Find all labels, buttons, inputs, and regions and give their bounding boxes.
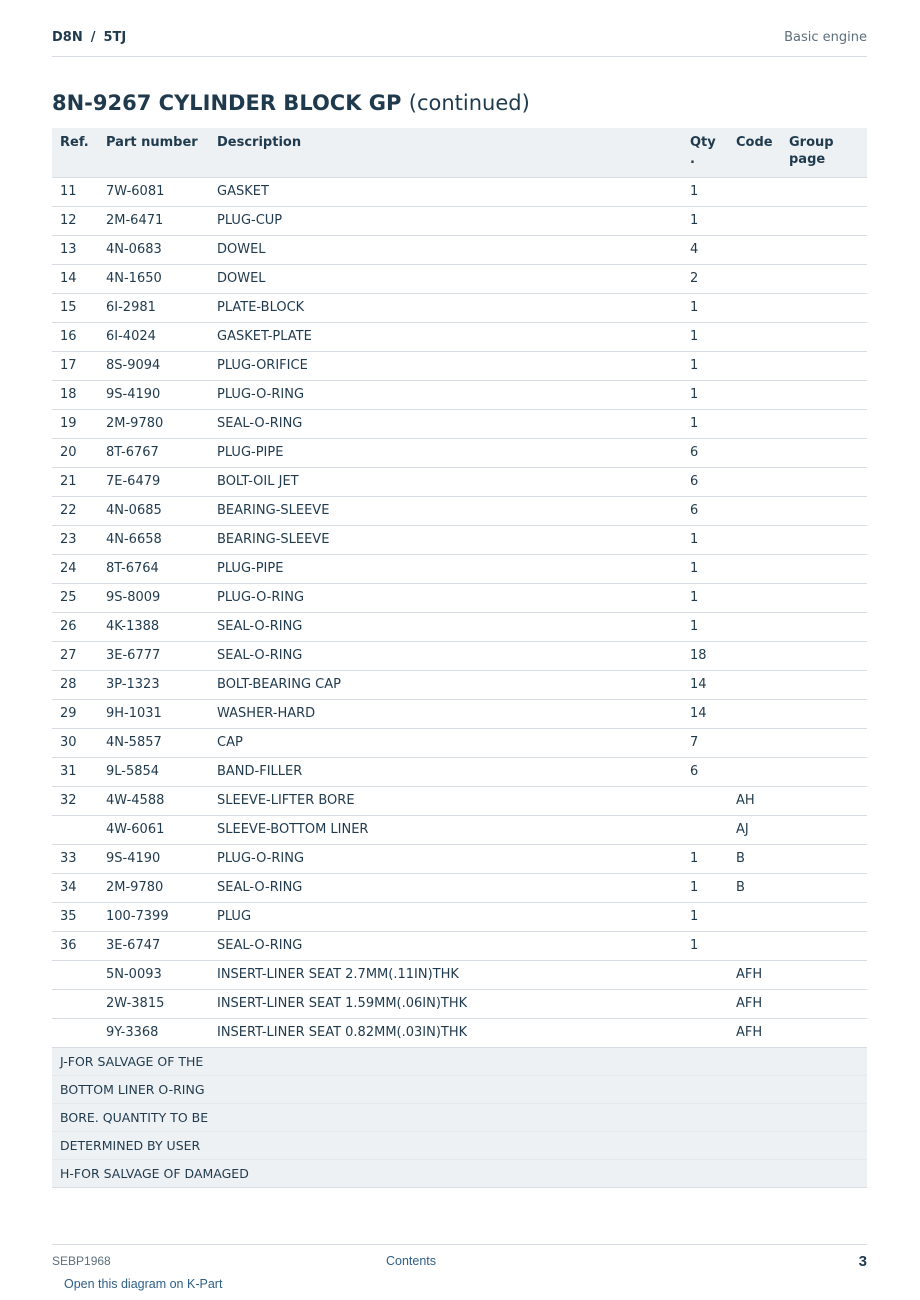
description-cell: PLUG-O-RING	[209, 583, 682, 612]
description-cell: INSERT-LINER SEAT 2.7MM(.11IN)THK	[209, 960, 682, 989]
code-cell	[728, 931, 781, 960]
group-page-cell	[781, 844, 867, 873]
ref-cell: 25	[52, 583, 98, 612]
code-cell: AJ	[728, 815, 781, 844]
ref-cell	[52, 815, 98, 844]
table-row	[52, 438, 867, 467]
part-number-cell: 4W-6061	[98, 815, 209, 844]
description-cell: SEAL-O-RING	[209, 931, 682, 960]
table-row	[52, 989, 867, 1018]
table-row	[52, 409, 867, 438]
ref-cell: 32	[52, 786, 98, 815]
qty-cell: 1	[682, 844, 728, 873]
code-cell	[728, 525, 781, 554]
table-row	[52, 728, 867, 757]
open-kpart-link[interactable]: Open this diagram on K-Part	[64, 1277, 223, 1291]
group-page-cell	[781, 235, 867, 264]
code-cell	[728, 467, 781, 496]
breadcrumb-model: D8N	[52, 30, 83, 45]
part-number-cell: 3E-6747	[98, 931, 209, 960]
note-text: BOTTOM LINER O-RING	[52, 1075, 867, 1103]
code-cell: B	[728, 844, 781, 873]
table-row	[52, 525, 867, 554]
table-row	[52, 583, 867, 612]
ref-cell: 34	[52, 873, 98, 902]
part-number-cell: 4N-6658	[98, 525, 209, 554]
description-cell: CAP	[209, 728, 682, 757]
table-row	[52, 844, 867, 873]
code-cell	[728, 380, 781, 409]
part-number-cell: 4N-5857	[98, 728, 209, 757]
description-cell: INSERT-LINER SEAT 1.59MM(.06IN)THK	[209, 989, 682, 1018]
qty-cell: 14	[682, 699, 728, 728]
part-number-cell: 4N-0683	[98, 235, 209, 264]
group-page-cell	[781, 583, 867, 612]
description-cell: BOLT-OIL JET	[209, 467, 682, 496]
qty-cell: 6	[682, 467, 728, 496]
description-cell: PLUG-ORIFICE	[209, 351, 682, 380]
table-row	[52, 206, 867, 235]
group-page-cell	[781, 786, 867, 815]
part-number-cell: 2M-6471	[98, 206, 209, 235]
code-cell	[728, 206, 781, 235]
contents-link[interactable]: Contents	[386, 1254, 437, 1268]
part-number-cell: 9L-5854	[98, 757, 209, 786]
qty-cell: 1	[682, 322, 728, 351]
qty-cell: 6	[682, 496, 728, 525]
description-cell: SEAL-O-RING	[209, 409, 682, 438]
ref-cell: 16	[52, 322, 98, 351]
code-cell	[728, 728, 781, 757]
code-cell	[728, 322, 781, 351]
code-cell: AFH	[728, 989, 781, 1018]
description-cell: BOLT-BEARING CAP	[209, 670, 682, 699]
qty-cell: 1	[682, 380, 728, 409]
group-page-cell	[781, 960, 867, 989]
description-cell: GASKET-PLATE	[209, 322, 682, 351]
code-cell	[728, 293, 781, 322]
column-header-qty: Qty .	[682, 128, 728, 177]
ref-cell: 20	[52, 438, 98, 467]
part-number-cell: 2M-9780	[98, 873, 209, 902]
qty-cell: 4	[682, 235, 728, 264]
qty-cell	[682, 786, 728, 815]
part-number-cell: 4N-0685	[98, 496, 209, 525]
code-cell	[728, 583, 781, 612]
document-id: SEBP1968	[52, 1254, 111, 1268]
note-row	[52, 1047, 867, 1075]
qty-cell	[682, 960, 728, 989]
description-cell: PLUG-PIPE	[209, 438, 682, 467]
code-cell	[728, 235, 781, 264]
qty-cell	[682, 1018, 728, 1047]
ref-cell	[52, 960, 98, 989]
code-cell	[728, 177, 781, 206]
table-row	[52, 235, 867, 264]
code-cell	[728, 264, 781, 293]
note-text: BORE. QUANTITY TO BE	[52, 1103, 867, 1131]
description-cell: GASKET	[209, 177, 682, 206]
qty-cell: 1	[682, 409, 728, 438]
table-row	[52, 699, 867, 728]
group-page-cell	[781, 351, 867, 380]
table-row	[52, 496, 867, 525]
column-header-ref: Ref.	[52, 128, 98, 177]
table-row	[52, 757, 867, 786]
note-row	[52, 1075, 867, 1103]
group-page-cell	[781, 467, 867, 496]
part-number-cell: 4N-1650	[98, 264, 209, 293]
column-header-part-number: Part number	[98, 128, 209, 177]
description-cell: WASHER-HARD	[209, 699, 682, 728]
part-number-cell: 7W-6081	[98, 177, 209, 206]
section-name: Basic engine	[784, 30, 867, 45]
note-text: DETERMINED BY USER	[52, 1131, 867, 1159]
qty-cell: 18	[682, 641, 728, 670]
table-row	[52, 554, 867, 583]
parts-table	[52, 128, 867, 1188]
breadcrumb	[52, 30, 126, 45]
breadcrumb-separator: /	[90, 30, 96, 45]
code-cell	[728, 496, 781, 525]
ref-cell: 14	[52, 264, 98, 293]
table-row	[52, 322, 867, 351]
part-number-cell: 9S-8009	[98, 583, 209, 612]
part-number-cell: 2W-3815	[98, 989, 209, 1018]
column-header-group-page: Group page	[781, 128, 867, 177]
ref-cell: 22	[52, 496, 98, 525]
ref-cell: 19	[52, 409, 98, 438]
note-text: J-FOR SALVAGE OF THE	[52, 1047, 867, 1075]
table-row	[52, 351, 867, 380]
table-row	[52, 264, 867, 293]
code-cell	[728, 641, 781, 670]
qty-cell: 1	[682, 177, 728, 206]
description-cell: SEAL-O-RING	[209, 873, 682, 902]
note-text: H-FOR SALVAGE OF DAMAGED	[52, 1159, 867, 1187]
column-header-code: Code	[728, 128, 781, 177]
ref-cell: 11	[52, 177, 98, 206]
part-number-cell: 9S-4190	[98, 844, 209, 873]
table-row	[52, 467, 867, 496]
qty-cell: 14	[682, 670, 728, 699]
part-number-cell: 3E-6777	[98, 641, 209, 670]
part-number-cell: 3P-1323	[98, 670, 209, 699]
description-cell: INSERT-LINER SEAT 0.82MM(.03IN)THK	[209, 1018, 682, 1047]
ref-cell: 30	[52, 728, 98, 757]
code-cell: B	[728, 873, 781, 902]
description-cell: SLEEVE-LIFTER BORE	[209, 786, 682, 815]
ref-cell: 35	[52, 902, 98, 931]
ref-cell: 15	[52, 293, 98, 322]
description-cell: DOWEL	[209, 264, 682, 293]
ref-cell	[52, 989, 98, 1018]
qty-cell: 1	[682, 931, 728, 960]
group-page-cell	[781, 409, 867, 438]
group-page-cell	[781, 322, 867, 351]
page-number: 3	[858, 1253, 867, 1270]
description-cell: BAND-FILLER	[209, 757, 682, 786]
part-number-cell: 8T-6764	[98, 554, 209, 583]
group-page-cell	[781, 1018, 867, 1047]
qty-cell: 6	[682, 757, 728, 786]
ref-cell: 28	[52, 670, 98, 699]
part-number-cell: 7E-6479	[98, 467, 209, 496]
code-cell	[728, 438, 781, 467]
code-cell	[728, 409, 781, 438]
group-page-cell	[781, 264, 867, 293]
part-number-cell: 8T-6767	[98, 438, 209, 467]
ref-cell: 13	[52, 235, 98, 264]
description-cell: DOWEL	[209, 235, 682, 264]
description-cell: SEAL-O-RING	[209, 612, 682, 641]
table-header-row	[52, 128, 867, 177]
group-page-cell	[781, 293, 867, 322]
table-row	[52, 960, 867, 989]
note-row	[52, 1159, 867, 1187]
qty-cell: 1	[682, 902, 728, 931]
code-cell	[728, 699, 781, 728]
breadcrumb-serial: 5TJ	[103, 30, 127, 45]
code-cell: AH	[728, 786, 781, 815]
part-number-cell: 9S-4190	[98, 380, 209, 409]
group-page-cell	[781, 525, 867, 554]
part-number-cell: 2M-9780	[98, 409, 209, 438]
table-row	[52, 902, 867, 931]
part-number-cell: 5N-0093	[98, 960, 209, 989]
ref-cell: 24	[52, 554, 98, 583]
group-page-cell	[781, 554, 867, 583]
group-page-cell	[781, 380, 867, 409]
part-number-cell: 9Y-3368	[98, 1018, 209, 1047]
part-number-cell: 8S-9094	[98, 351, 209, 380]
qty-cell: 2	[682, 264, 728, 293]
group-page-cell	[781, 757, 867, 786]
group-page-cell	[781, 989, 867, 1018]
ref-cell: 21	[52, 467, 98, 496]
group-page-cell	[781, 873, 867, 902]
table-row	[52, 815, 867, 844]
code-cell	[728, 670, 781, 699]
table-row	[52, 380, 867, 409]
qty-cell: 1	[682, 206, 728, 235]
page-title-part: 8N-9267 CYLINDER BLOCK GP	[52, 91, 402, 115]
page-footer	[52, 1244, 867, 1275]
ref-cell: 12	[52, 206, 98, 235]
code-cell	[728, 554, 781, 583]
group-page-cell	[781, 931, 867, 960]
description-cell: BEARING-SLEEVE	[209, 496, 682, 525]
page-header	[52, 28, 867, 57]
code-cell	[728, 612, 781, 641]
table-row	[52, 1018, 867, 1047]
code-cell	[728, 902, 781, 931]
page-title	[52, 89, 530, 117]
table-row	[52, 293, 867, 322]
description-cell: PLUG-CUP	[209, 206, 682, 235]
group-page-cell	[781, 902, 867, 931]
qty-cell	[682, 989, 728, 1018]
ref-cell: 23	[52, 525, 98, 554]
ref-cell: 31	[52, 757, 98, 786]
part-number-cell: 4K-1388	[98, 612, 209, 641]
group-page-cell	[781, 496, 867, 525]
table-row	[52, 786, 867, 815]
group-page-cell	[781, 815, 867, 844]
ref-cell	[52, 1018, 98, 1047]
part-number-cell: 6I-4024	[98, 322, 209, 351]
description-cell: BEARING-SLEEVE	[209, 525, 682, 554]
part-number-cell: 100-7399	[98, 902, 209, 931]
description-cell: SEAL-O-RING	[209, 641, 682, 670]
qty-cell: 1	[682, 873, 728, 902]
ref-cell: 18	[52, 380, 98, 409]
qty-cell: 1	[682, 612, 728, 641]
code-cell: AFH	[728, 960, 781, 989]
qty-cell	[682, 815, 728, 844]
group-page-cell	[781, 670, 867, 699]
description-cell: SLEEVE-BOTTOM LINER	[209, 815, 682, 844]
qty-cell: 6	[682, 438, 728, 467]
ref-cell: 17	[52, 351, 98, 380]
qty-cell: 1	[682, 525, 728, 554]
part-number-cell: 9H-1031	[98, 699, 209, 728]
description-cell: PLUG	[209, 902, 682, 931]
part-number-cell: 4W-4588	[98, 786, 209, 815]
description-cell: PLUG-PIPE	[209, 554, 682, 583]
part-number-cell: 6I-2981	[98, 293, 209, 322]
table-row	[52, 177, 867, 206]
code-cell	[728, 351, 781, 380]
qty-cell: 7	[682, 728, 728, 757]
table-row	[52, 641, 867, 670]
group-page-cell	[781, 206, 867, 235]
description-cell: PLUG-O-RING	[209, 844, 682, 873]
table-row	[52, 931, 867, 960]
table-row	[52, 670, 867, 699]
note-row	[52, 1103, 867, 1131]
page-title-suffix: (continued)	[408, 91, 530, 115]
ref-cell: 26	[52, 612, 98, 641]
group-page-cell	[781, 177, 867, 206]
column-header-description: Description	[209, 128, 682, 177]
table-row	[52, 612, 867, 641]
table-row	[52, 873, 867, 902]
group-page-cell	[781, 728, 867, 757]
qty-cell: 1	[682, 293, 728, 322]
code-cell: AFH	[728, 1018, 781, 1047]
group-page-cell	[781, 641, 867, 670]
group-page-cell	[781, 699, 867, 728]
ref-cell: 27	[52, 641, 98, 670]
description-cell: PLUG-O-RING	[209, 380, 682, 409]
qty-cell: 1	[682, 583, 728, 612]
ref-cell: 29	[52, 699, 98, 728]
ref-cell: 33	[52, 844, 98, 873]
ref-cell: 36	[52, 931, 98, 960]
group-page-cell	[781, 612, 867, 641]
parts-table-body	[52, 177, 867, 1187]
qty-cell: 1	[682, 554, 728, 583]
note-row	[52, 1131, 867, 1159]
description-cell: PLATE-BLOCK	[209, 293, 682, 322]
group-page-cell	[781, 438, 867, 467]
qty-cell: 1	[682, 351, 728, 380]
code-cell	[728, 757, 781, 786]
